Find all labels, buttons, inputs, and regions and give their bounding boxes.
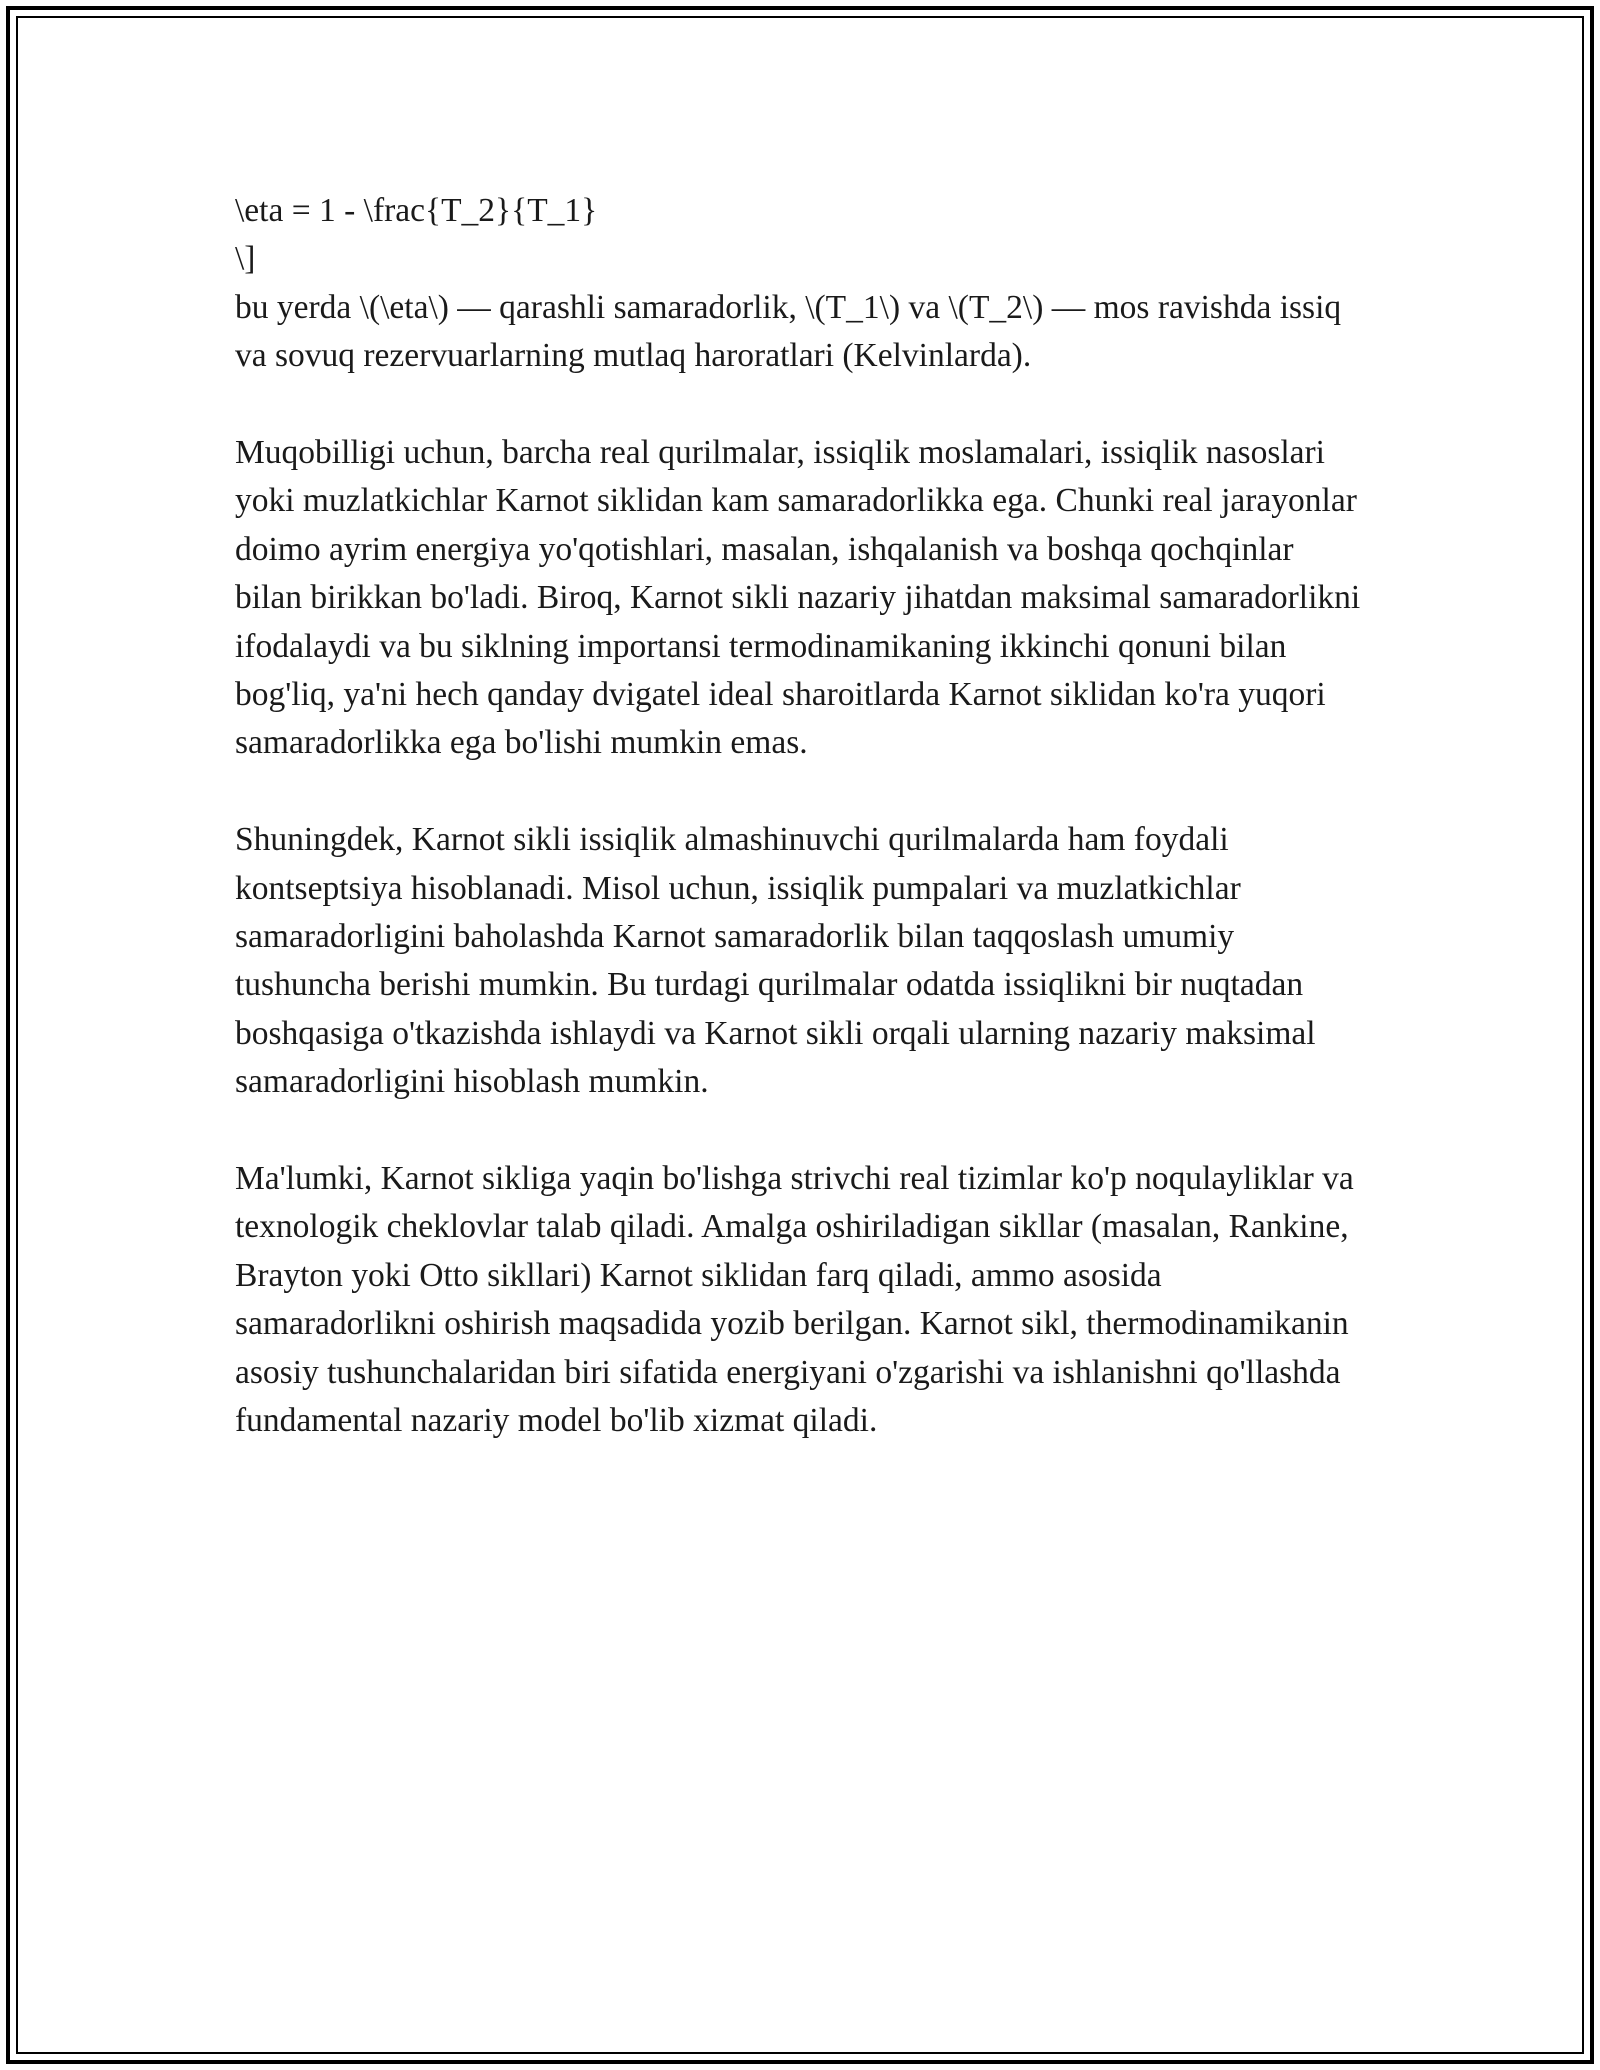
paragraph-heat-exchangers: Shuningdek, Karnot sikli issiqlik almashinuvchi qurilmalarda ham foydali kontseptsiya hisoblanadi. Misol uchun, issiqlik pumpalari va muzlatkichlar samaradorligini baholashda Karnot samaradorlik bilan taqqoslash umumiy tushuncha berishi mumkin. Bu turdagi qurilmalar odatda issiqlikni bir nuqtadan boshqasiga o'tkazishda ishlaydi va Karnot sikli orqali ularning nazariy maksimal samaradorligini hisoblash mumkin. <box>235 821 1316 1101</box>
document-body <box>235 187 1365 1446</box>
paragraph-real-systems: Ma'lumki, Karnot sikliga yaqin bo'lishga strivchi real tizimlar ko'p noqulayliklar va texnologik cheklovlar talab qiladi. Amalga oshiriladigan sikllar (masalan, Rankine, Brayton yoki Otto sikllari) Karnot siklidan farq qiladi, ammo asosida samaradorlikni oshirish maqsadida yozib berilgan. Karnot sikl, thermodinamikanin asosiy tushunchalaridan biri sifatida energiyani o'zgarishi va ishlanishni qo'llashda fundamental nazariy model bo'lib xizmat qiladi. <box>235 1160 1354 1440</box>
paragraph-formula-explanation: \eta = 1 - \frac{T_2}{T_1} \] bu yerda \(\eta\) — qarashli samaradorlik, \(T_1\) va \(T_2\) — mos ravishda issiq va sovuq rezervuarlarning mutlaq haroratlari (Kelvinlarda). <box>235 192 1342 375</box>
paragraph-real-devices: Muqobilligi uchun, barcha real qurilmalar, issiqlik moslamalari, issiqlik nasoslari yoki muzlatkichlar Karnot siklidan kam samaradorlikka ega. Chunki real jarayonlar doimo ayrim energiya yo'qotishlari, masalan, ishqalanish va boshqa qochqinlar bilan birikkan bo'ladi. Biroq, Karnot sikli nazariy jihatdan maksimal samaradorlikni ifodalaydi va bu siklning importansi termodinamikaning ikkinchi qonuni bilan bog'liq, ya'ni hech qanday dvigatel ideal sharoitlarda Karnot siklidan ko'ra yuqori samaradorlikka ega bo'lishi mumkin emas. <box>235 434 1361 762</box>
